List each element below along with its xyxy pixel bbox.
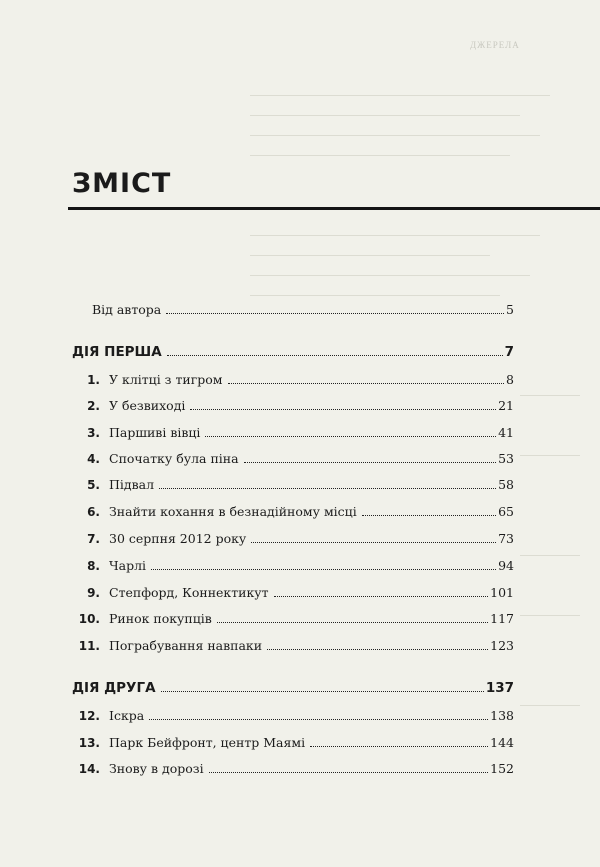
chapter-page: 152 xyxy=(490,761,514,776)
toc-entry[interactable] xyxy=(72,372,514,387)
chapter-number: 7. xyxy=(87,532,100,546)
running-header: ДЖЕРЕЛА xyxy=(470,40,520,50)
part-page: 7 xyxy=(504,344,514,360)
chapter-number: 12. xyxy=(78,709,100,723)
toc-entry[interactable] xyxy=(72,708,514,723)
toc-entry[interactable] xyxy=(72,531,514,546)
chapter-page: 58 xyxy=(498,477,514,492)
entry-title: Від автора xyxy=(92,302,162,317)
chapter-number: 10. xyxy=(78,612,100,626)
toc-entry-preface[interactable] xyxy=(92,302,514,317)
part-title: ДІЯ ДРУГА xyxy=(72,680,156,696)
chapter-title: Іскра xyxy=(109,708,145,723)
chapter-page: 53 xyxy=(498,451,514,466)
leader-dots xyxy=(205,436,496,437)
chapter-title: 30 серпня 2012 року xyxy=(109,531,247,546)
chapter-title: Знайти кохання в безнадійному місці xyxy=(109,504,357,519)
part-title: ДІЯ ПЕРША xyxy=(72,344,162,360)
chapter-number: 2. xyxy=(87,399,100,413)
chapter-title: Знову в дорозі xyxy=(109,761,204,776)
toc-entry[interactable] xyxy=(72,735,514,750)
toc-part-1[interactable] xyxy=(72,344,514,360)
chapter-number: 4. xyxy=(87,452,100,466)
leader-dots xyxy=(274,596,489,597)
leader-dots xyxy=(190,409,496,410)
toc-entry[interactable] xyxy=(72,638,514,653)
chapter-title: Спочатку була піна xyxy=(109,451,239,466)
toc-entry[interactable] xyxy=(72,425,514,440)
chapter-page: 123 xyxy=(490,638,514,653)
toc-entry[interactable] xyxy=(72,451,514,466)
chapter-number: 6. xyxy=(87,505,100,519)
leader-dots xyxy=(362,515,496,516)
leader-dots xyxy=(228,383,505,384)
chapter-title: Чарлі xyxy=(109,558,147,573)
chapter-page: 21 xyxy=(498,398,514,413)
toc-entry[interactable] xyxy=(72,477,514,492)
toc-entry[interactable] xyxy=(72,558,514,573)
toc-entry[interactable] xyxy=(72,761,514,776)
chapter-title: Ринок покупців xyxy=(109,611,212,626)
leader-dots xyxy=(209,772,489,773)
chapter-title: Підвал xyxy=(109,477,155,492)
chapter-page: 101 xyxy=(490,585,514,600)
leader-dots xyxy=(167,355,503,356)
chapter-number: 1. xyxy=(87,373,100,387)
chapter-page: 65 xyxy=(498,504,514,519)
leader-dots xyxy=(310,746,488,747)
chapter-page: 41 xyxy=(498,425,514,440)
chapter-number: 8. xyxy=(87,559,100,573)
chapter-page: 138 xyxy=(490,708,514,723)
chapter-number: 9. xyxy=(87,586,100,600)
leader-dots xyxy=(251,542,496,543)
chapter-page: 94 xyxy=(498,558,514,573)
chapter-title: У клітці з тигром xyxy=(109,372,223,387)
chapter-title: Пограбування навпаки xyxy=(109,638,263,653)
chapter-number: 14. xyxy=(78,762,100,776)
toc-heading: ЗМІСТ xyxy=(72,168,172,199)
leader-dots xyxy=(151,569,496,570)
leader-dots xyxy=(267,649,488,650)
leader-dots xyxy=(244,462,497,463)
chapter-number: 5. xyxy=(87,478,100,492)
toc-part-2[interactable] xyxy=(72,680,514,696)
leader-dots xyxy=(217,622,488,623)
chapter-page: 144 xyxy=(490,735,514,750)
chapter-title: Паршиві вівці xyxy=(109,425,201,440)
entry-page: 5 xyxy=(506,302,514,317)
chapter-number: 3. xyxy=(87,426,100,440)
leader-dots xyxy=(149,719,488,720)
chapter-page: 117 xyxy=(490,611,514,626)
chapter-title: Степфорд, Коннектикут xyxy=(109,585,269,600)
chapter-page: 73 xyxy=(498,531,514,546)
chapter-title: У безвиході xyxy=(109,398,186,413)
toc-entry[interactable] xyxy=(72,398,514,413)
toc-entry[interactable] xyxy=(72,585,514,600)
chapter-title: Парк Бейфронт, центр Маямі xyxy=(109,735,306,750)
chapter-number: 13. xyxy=(78,736,100,750)
part-page: 137 xyxy=(485,680,514,696)
leader-dots xyxy=(166,313,504,314)
leader-dots xyxy=(159,488,496,489)
chapter-page: 8 xyxy=(506,372,514,387)
chapter-number: 11. xyxy=(78,639,100,653)
toc-entry[interactable] xyxy=(72,611,514,626)
toc-entry[interactable] xyxy=(72,504,514,519)
leader-dots xyxy=(161,691,484,692)
